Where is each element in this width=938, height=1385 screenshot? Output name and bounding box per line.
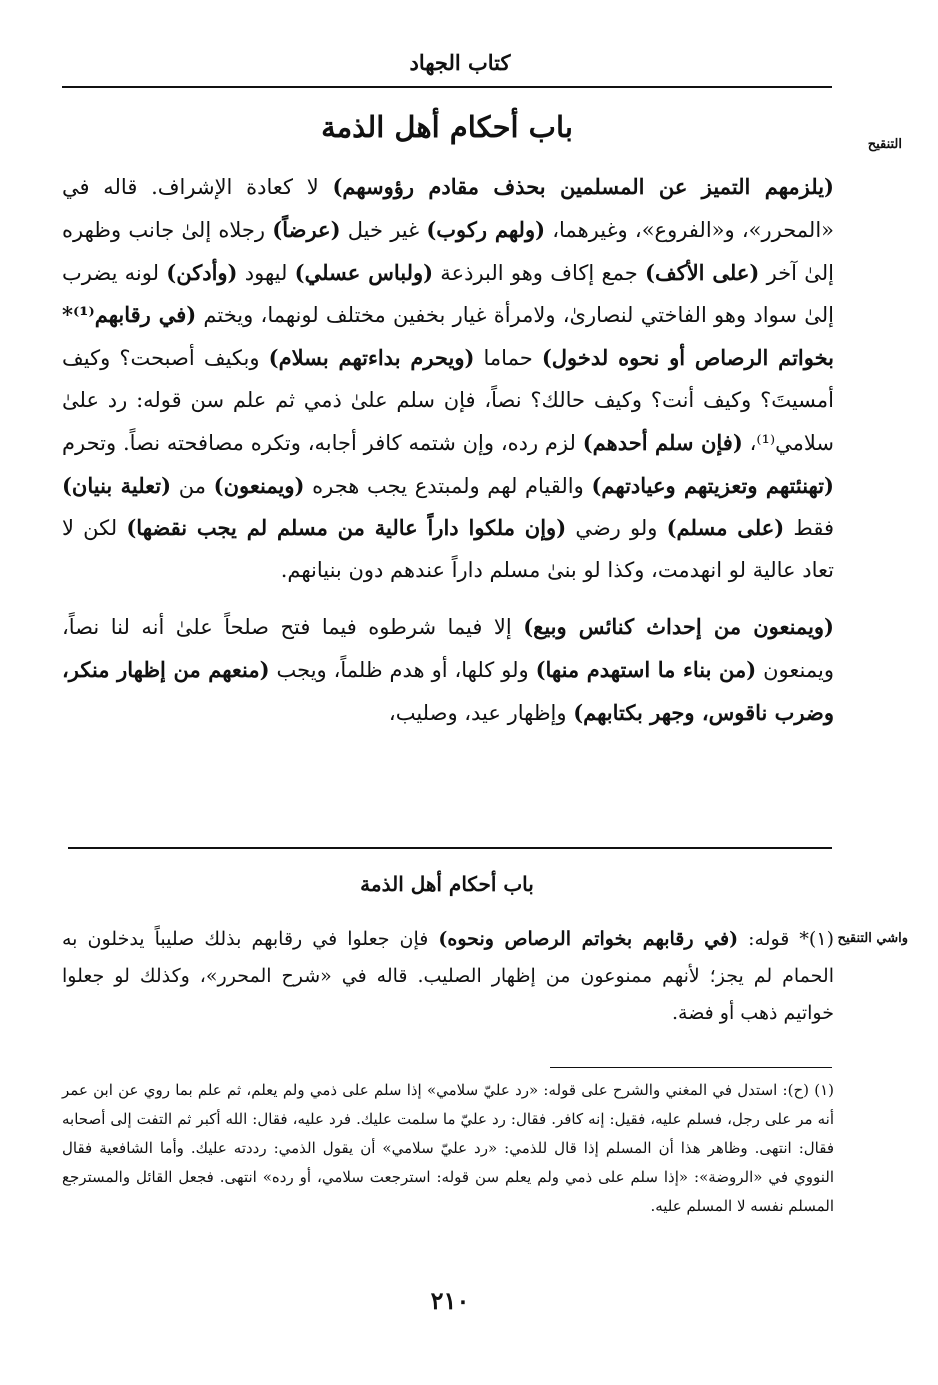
side-label-gloss: واشي التنقيح	[837, 931, 908, 946]
chapter-title: باب أحكام أهل الذمة	[321, 110, 573, 144]
gloss-text	[62, 921, 834, 1032]
text-segment: فإن جعلوا في رقابهم بذلك صليباً يدخلون به الحمام لم يجز؛ لأنهم ممنوعون من إظهار الصليب. قاله في «شرح المحرر»، وكذلك لو جعلوا خواتيم ذهب أو فضة.	[62, 928, 834, 1024]
section-title: باب أحكام أهل الذمة	[360, 872, 534, 896]
text-segment: ولو كلها، أو هدم ظلماً، ويجب	[269, 657, 536, 682]
bold-matn-segment: (وأدكن)	[166, 259, 238, 285]
text-segment: لا كعادة الإشراف. قاله في «المحرر»، و«الفروع»، وغيرهما،	[62, 175, 835, 242]
bold-matn-segment: (ولباس عسلي)	[294, 259, 434, 285]
text-segment: جمع إكاف وهو البرذعة	[433, 260, 646, 285]
bold-matn-segment: (على الأكف)	[645, 259, 760, 285]
text-segment: ليهود	[237, 260, 295, 285]
text-segment: حماما	[474, 346, 542, 371]
bold-matn-segment: (ويحرم بداءتهم بسلام)	[268, 345, 475, 371]
bold-matn-segment: (يلزمهم التميز عن المسلمين بحذف مقادم رؤوسهم)	[332, 174, 834, 199]
text-segment: من	[171, 473, 214, 498]
section-rule	[68, 847, 832, 849]
text-segment: إلا فيما شرطوه فيما فتح صلحاً علىٰ أنه لنا نصاً، ويمنعون	[62, 614, 835, 682]
text-segment: رجلاه إلىٰ جانب وظهره إلىٰ آخر	[62, 217, 835, 285]
bold-matn-segment: بخواتم الرصاص أو نحوه لدخول)	[541, 345, 834, 371]
text-segment: لزم رده، وإن شتمه كافر أجابه، وتكره مصافحته نصاً. وتحرم	[62, 430, 583, 455]
page-number: ٢١٠	[430, 1286, 470, 1315]
bold-matn-segment: (تعلية بنيان)	[62, 472, 172, 498]
text-segment: (١)* قوله:	[738, 928, 834, 950]
bold-matn-segment: (ولهم ركوب)	[426, 216, 546, 242]
text-segment: ولو رضي	[566, 516, 667, 541]
text-segment: فقط	[784, 516, 834, 541]
running-header: كتاب الجهاد	[409, 50, 511, 75]
gloss-paragraph	[62, 921, 834, 1032]
footnote-paragraph: (١) (ح): استدل في المغني والشرح على قوله: «رد عليّ سلامي» إذا سلم على ذمي ولم يعلم، ثم علم بما روي عن ابن عمر أنه مر على رجل، فسلم عليه، فقيل: إنه كافر. فقال: رد عليّ ما سلمت عليك. فرد عليه، فقال: الله أكبر ثم التفت إلى أصحابه فقال: انتهى. وظاهر هذا أن المسلم إذا قال للذمي: «رد عليّ سلامي» أن يقول الذمي: رددته عليك. وأما الشافعية فقال النووي في «الروضة»: «إذا سلم على ذمي ولم يعلم سن قوله: استرجعت سلامي، أو رده» انتهى. فجعل القائل والمسترجع المسلم نفسه لا المسلم عليه.	[62, 1081, 834, 1215]
bold-matn-segment: (في رقابهم	[94, 302, 197, 328]
bold-matn-segment: (ويمنعون)	[213, 472, 305, 498]
bold-matn-segment: (على مسلم)	[666, 515, 785, 541]
main-text	[62, 166, 834, 734]
bold-matn-segment: (فإن سلم أحدهم)	[582, 429, 743, 455]
main-paragraph-2	[62, 606, 834, 734]
text-segment: والقيام لهم ولمبتدع يجب هجره	[304, 473, 592, 498]
footnote	[62, 1076, 834, 1221]
footnote-rule	[550, 1067, 832, 1068]
text-segment: وإظهار عيد، وصليب،	[388, 700, 574, 725]
side-label-tanqih: التنقيح	[867, 137, 902, 152]
bold-matn-segment: (ويمنعون من إحداث كنائس وبيع)	[523, 613, 834, 639]
text-segment: وبكيف أصبحت؟ وكيف أمسيتَ؟ وكيف أنت؟ وكيف حالك؟ نصاً، فإن سلم علىٰ ذمي ثم علم سن قوله: رد علىٰ سلامي⁽¹⁾،	[62, 346, 834, 455]
bold-matn-segment: (منعهم من إظهار منكر، وضرب ناقوس، وجهر بكتابهم)	[62, 656, 834, 725]
bold-matn-segment: (من بناء ما استهدم منها)	[535, 656, 757, 682]
header-rule	[62, 86, 832, 88]
main-paragraph-1	[62, 166, 834, 592]
text-segment: غير خيل	[340, 217, 427, 242]
bold-matn-segment: (عرضاً)	[272, 216, 341, 242]
bold-matn-segment: (وإن ملكوا داراً عالية من مسلم لم يجب نقضها)	[126, 515, 567, 541]
bold-matn-segment: ⁽¹⁾*	[62, 302, 95, 328]
bold-matn-segment: (في رقابهم بخواتم الرصاص ونحوه)	[438, 928, 739, 950]
text-segment: لكن لا تعاد عالية لو انهدمت، وكذا لو بنىٰ مسلم داراً عندهم دون بنيانهم.	[62, 516, 834, 583]
text-segment: لونه يضرب إلىٰ سواد وهو الفاختي لنصارىٰ، ولامرأة غيار بخفين مختلف لونهما، ويختم	[62, 260, 834, 328]
bold-matn-segment: (تهنئتهم وتعزيتهم وعيادتهم)	[591, 472, 834, 498]
